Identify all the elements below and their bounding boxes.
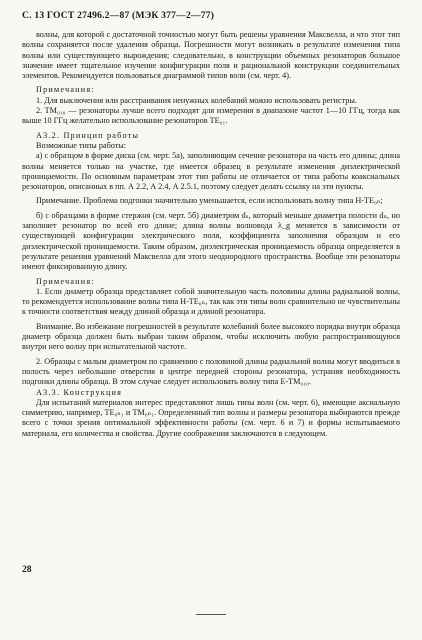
body-text [22,30,400,439]
page-number: 28 [22,564,32,575]
page-header: С. 13 ГОСТ 27496.2—87 (МЭК 377—2—77) [22,10,215,21]
note-2-tm010: 2. TM₀₁₀ — резонаторы лучше всего подходят для измерения в диапазоне частот 1—10 ГГц, тогда как выше 10 ГГц желательно использование резонаторов TE₀₁. [22,106,400,126]
note-2-small-diameter: 2. Образцы с малым диаметром по сравнению с половиной длины радиальной волны могут вводиться в полость через небольшие отверстия в центре передней стороны резонатора, устраняя необходимость подгонки длины образца. В этом случае следует использовать волну типа E-TM₀₁₀. [22,356,400,387]
section-a32-heading: А3.2. Принцип работы [36,130,140,140]
notes-heading-2: Примечания: [36,276,95,286]
note-fitting: Примечание. Проблема подгонки значительно уменьшается, если использовать волну типа H-TE₀ₙ; [36,196,383,206]
section-a33-heading: А3.3. Конструкция [36,387,123,397]
footer-rule [196,614,226,615]
item-b-rod-sample: б) с образцами в форме стержня (см. черт. 5б) диаметром dₛ, который меньше диаметра полости dₙ, но заполняет резонатор по всей его длине; длина волны волновода λ_g меняется в зависимости от существующей конфигурации электрического поля, коэффициента заполнения образцом и его диэлектрической проницаемости. Таким образом, диэлектрическая проницаемость образца определяется в результате решения уравнений Максвелла для этого неоднородного пространства. Вообще эти резонаторы имеют фиксированную длину. [22,210,400,272]
operation-types-label: Возможные типы работы: [36,140,127,150]
paragraph-intro: волны, для которой с достаточной точностью могут быть решены уравнения Максвелла, и что этот тип волны сохраняется после удаления образца. Погрешности могут возникать в результате изменения типа волны или существующего вырождения; следовательно, в конструкции объемных резонаторов большое значение имеет тщательное изучение конфигурации поля и рациональной конструкции соединительных элементов. Рекомендуется пользоваться диаграммой типов волн (см. черт. 4). [22,30,400,81]
note-1-diameter: 1. Если диаметр образца представляет собой значительную часть половины длины радиальной волны, то рекомендуется использование волны типа H-TE₀ₙ, так как эти типы волн сравнительно не чувствительны к точности соответствия между длиной образца и длиной резонатора. [22,286,400,317]
attention-paragraph: Внимание. Во избежание погрешностей в результате колебаний более высокого порядка внутри образца диаметр образца должен быть выбран таким образом, чтобы исключить любую распространяющуюся внутри него волну при испытательной частоте. [22,321,401,352]
construction-paragraph: Для испытаний материалов интерес представляют лишь типы волн (см. черт. 6), имеющие аксиальную симметрию, например, TE₀ₙ₁ и TM₀ₙ₁. Определенный тип волны и размеры резонатора выбираются прежде всего с точки зрения оптимальной эффективности работы (см. черт. 6 и 7) и формы испытываемого материала, его количества и свойства. Другие соображения заключаются в следующем. [22,397,400,438]
note-1-registers: 1. Для выключения или расстраивания ненужных колебаний можно использовать регистры. [36,95,357,105]
notes-heading-1: Примечания: [36,85,95,95]
item-a-disk-sample: а) с образцом в форме диска (см. черт. 5а), заполняющим сечение резонатора на часть его длины; длина волны меняется только на участке, где имеется образец в результате изменения диэлектрической проницаемости. По основным параметрам этот тип работы не отличается от типа работы коаксиальных резонаторов, описанных в пп. А 2.2, А 2.4, А 2.5.1, поэтому следует делать ссылку на эти пункты. [22,151,400,192]
